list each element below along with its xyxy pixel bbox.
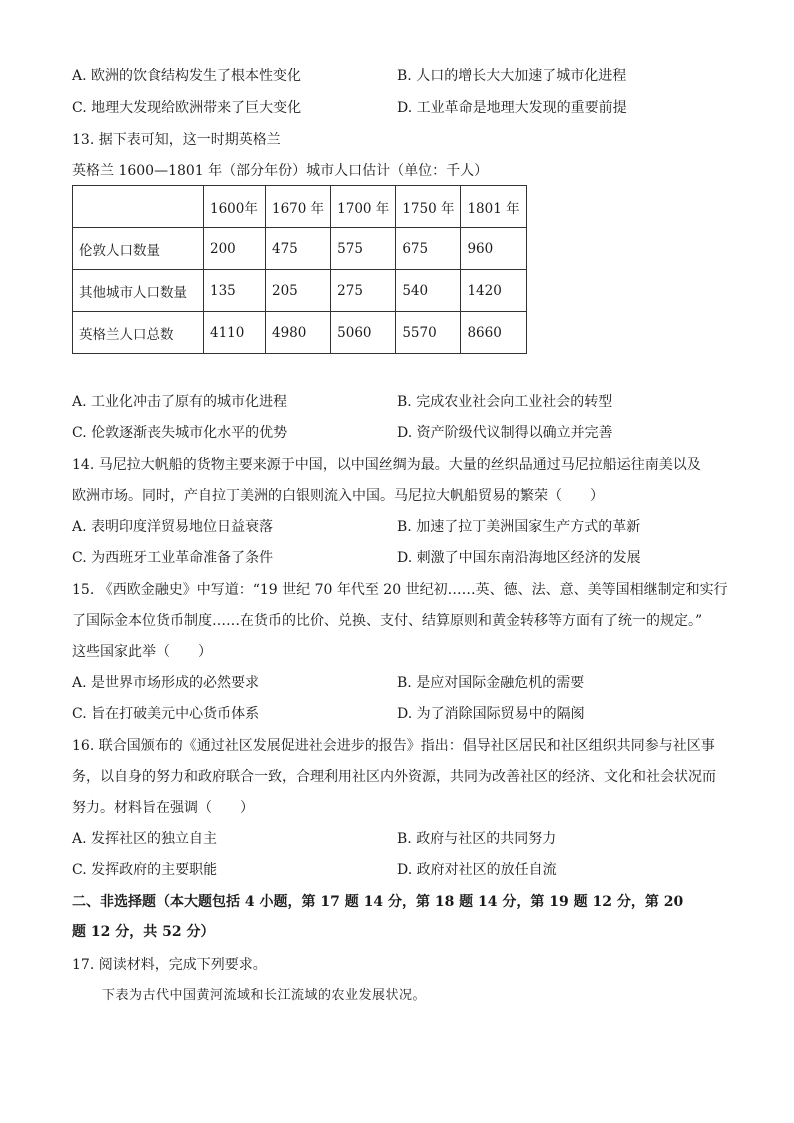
q17-stem: 17. 阅读材料，完成下列要求。 <box>72 957 267 973</box>
table-row <box>73 228 527 270</box>
q16-stem-line3: 努力。材料旨在强调（ ） <box>72 800 254 816</box>
q13-option-c: C. 伦敦逐渐丧失城市化水平的优势 <box>72 425 288 441</box>
table-header-cell: 1670 年 <box>266 186 331 228</box>
q12-option-d: D. 工业革命是地理大发现的重要前提 <box>397 100 627 116</box>
q15-stem-line3: 这些国家此举（ ） <box>72 644 212 660</box>
table-cell: 135 <box>204 270 266 312</box>
q14-option-b: B. 加速了拉丁美洲国家生产方式的革新 <box>397 519 641 535</box>
table-cell: 1420 <box>461 270 526 312</box>
q14-option-c: C. 为西班牙工业革命准备了条件 <box>72 550 274 566</box>
table-cell: 其他城市人口数量 <box>73 270 204 312</box>
table-cell: 伦敦人口数量 <box>73 228 204 270</box>
table-header-cell: 1700 年 <box>331 186 396 228</box>
table-row <box>73 312 527 354</box>
q16-option-c: C. 发挥政府的主要职能 <box>72 862 218 878</box>
table-cell: 4980 <box>266 312 331 354</box>
q12-option-a: A. 欧洲的饮食结构发生了根本性变化 <box>72 68 302 84</box>
q16-stem-line1: 16. 联合国颁布的《通过社区发展促进社会进步的报告》指出：倡导社区居民和社区组织共同参与社区事 <box>72 738 715 754</box>
q14-option-a: A. 表明印度洋贸易地位日益衰落 <box>72 519 274 535</box>
q15-option-b: B. 是应对国际金融危机的需要 <box>397 675 585 691</box>
table-cell: 475 <box>266 228 331 270</box>
q17-material-intro: 下表为古代中国黄河流域和长江流域的农业发展状况。 <box>102 988 427 1003</box>
q14-stem-line1: 14. 马尼拉大帆船的货物主要来源于中国，以中国丝绸为最。大量的丝织品通过马尼拉船运往南美以及 <box>72 457 701 473</box>
q13-table-caption: 英格兰 1600—1801 年（部分年份）城市人口估计（单位：千人） <box>72 163 489 179</box>
table-cell: 200 <box>204 228 266 270</box>
q15-option-d: D. 为了消除国际贸易中的隔阂 <box>397 706 585 722</box>
q16-stem-line2: 务，以自身的努力和政府联合一致，合理利用社区内外资源，共同为改善社区的经济、文化和社会状况而 <box>72 769 716 785</box>
section-heading-line2: 题 12 分，共 52 分） <box>72 924 215 940</box>
q16-option-b: B. 政府与社区的共同努力 <box>397 831 557 847</box>
table-header-cell: 1600年 <box>204 186 266 228</box>
q15-stem-line2: 了国际金本位货币制度……在货币的比价、兑换、支付、结算原则和黄金转移等方面有了统一的规定。” <box>72 613 703 629</box>
table-row <box>73 270 527 312</box>
table-cell: 英格兰人口总数 <box>73 312 204 354</box>
q15-option-c: C. 旨在打破美元中心货币体系 <box>72 706 260 722</box>
q12-option-b: B. 人口的增长大大加速了城市化进程 <box>397 68 627 84</box>
table-header-cell: 1750 年 <box>396 186 461 228</box>
table-cell: 5060 <box>331 312 396 354</box>
table-cell: 8660 <box>461 312 526 354</box>
table-cell: 675 <box>396 228 461 270</box>
table-cell: 4110 <box>204 312 266 354</box>
q13-stem: 13. 据下表可知，这一时期英格兰 <box>72 132 281 148</box>
table-cell: 5570 <box>396 312 461 354</box>
table-header-cell <box>73 186 204 228</box>
q14-stem-line2: 欧洲市场。同时，产自拉丁美洲的白银则流入中国。马尼拉大帆船贸易的繁荣（ ） <box>72 488 604 504</box>
q13-option-a: A. 工业化冲击了原有的城市化进程 <box>72 394 288 410</box>
section-heading-line1: 二、非选择题（本大题包括 4 小题，第 17 题 14 分，第 18 题 14 分，第 19 题 12 分，第 20 <box>72 894 684 910</box>
q13-option-d: D. 资产阶级代议制得以确立并完善 <box>397 425 613 441</box>
q13-option-b: B. 完成农业社会向工业社会的转型 <box>397 394 613 410</box>
table-header-row <box>73 186 527 228</box>
table-cell: 575 <box>331 228 396 270</box>
table-header-cell: 1801 年 <box>461 186 526 228</box>
table-cell: 960 <box>461 228 526 270</box>
table-cell: 540 <box>396 270 461 312</box>
q16-option-a: A. 发挥社区的独立自主 <box>72 831 218 847</box>
q14-option-d: D. 刺激了中国东南沿海地区经济的发展 <box>397 550 641 566</box>
table-cell: 205 <box>266 270 331 312</box>
table-cell: 275 <box>331 270 396 312</box>
q12-option-c: C. 地理大发现给欧洲带来了巨大变化 <box>72 100 302 116</box>
q15-stem-line1: 15. 《西欧金融史》中写道：“19 世纪 70 年代至 20 世纪初……英、德、法、意、美等国相继制定和实行 <box>72 582 728 598</box>
population-table <box>72 185 527 354</box>
q16-option-d: D. 政府对社区的放任自流 <box>397 862 557 878</box>
q15-option-a: A. 是世界市场形成的必然要求 <box>72 675 260 691</box>
